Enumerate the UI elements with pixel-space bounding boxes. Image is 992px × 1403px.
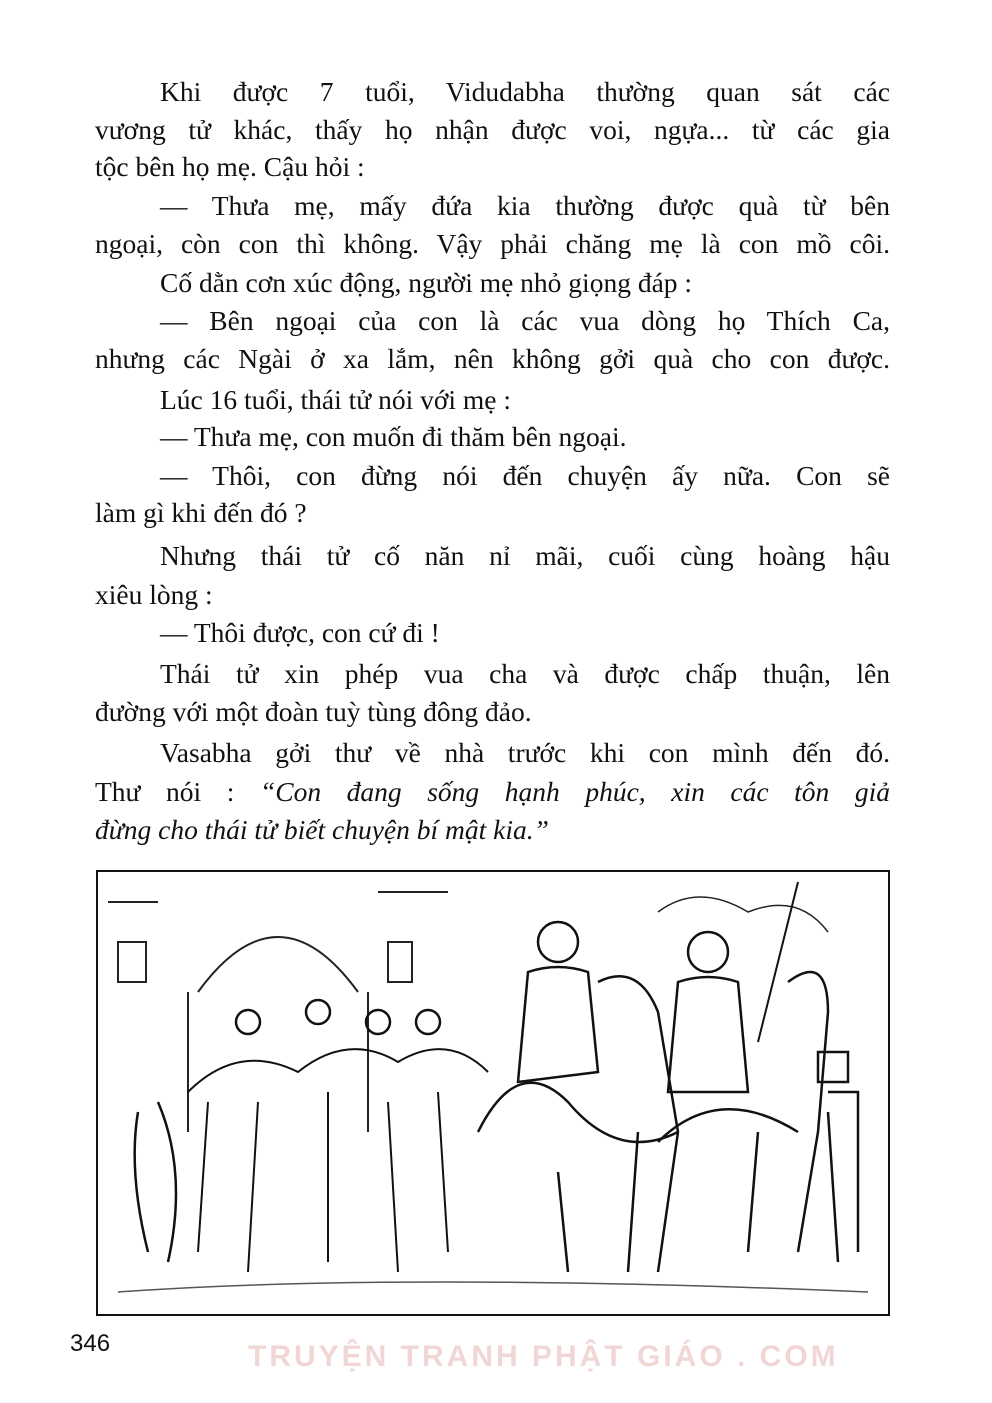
text-line: làm gì khi đến đó ? <box>95 497 307 528</box>
text-line: Thái tử xin phép vua cha và được chấp thuận, lên <box>160 658 890 689</box>
text-line: Cố dằn cơn xúc động, người mẹ nhỏ giọng đáp : <box>160 267 693 298</box>
text-line: — Bên ngoại của con là các vua dòng họ Thích Ca, <box>160 305 890 336</box>
text-line: — Thôi, con đừng nói đến chuyện ấy nữa. Con sẽ <box>160 460 890 491</box>
text-line: ngoại, còn con thì không. Vậy phải chăng mẹ là con mồ côi. <box>95 228 890 259</box>
text-line: — Thôi được, con cứ đi ! <box>160 617 440 648</box>
text-line: Khi được 7 tuổi, Vidudabha thường quan sát các <box>160 76 890 107</box>
italic-quote: “Con đang sống hạnh phúc, xin các tôn giả <box>259 776 890 807</box>
text-line: — Thưa mẹ, con muốn đi thăm bên ngoại. <box>160 421 627 452</box>
text-line: đường với một đoàn tuỳ tùng đông đảo. <box>95 696 532 727</box>
text-line: — Thưa mẹ, mấy đứa kia thường được quà từ bên <box>160 190 890 221</box>
text-line: vương tử khác, thấy họ nhận được voi, ngựa... từ các gia <box>95 114 890 145</box>
watermark: TRUYỆN TRANH PHẬT GIÁO . COM <box>248 1340 839 1373</box>
rider-right <box>658 932 828 1252</box>
text-line: nhưng các Ngài ở xa lắm, nên không gởi quà cho con được. <box>95 343 890 374</box>
text-line: Nhưng thái tử cố năn nỉ mãi, cuối cùng hoàng hậu <box>160 540 890 571</box>
riders-and-horses <box>135 882 858 1272</box>
illustration-drawing <box>98 872 888 1314</box>
rider-left <box>478 922 678 1272</box>
illustration-horsemen-procession <box>96 870 890 1316</box>
text-line: Vasabha gởi thư về nhà trước khi con mình đến đó. <box>160 737 890 768</box>
text-line: xiêu lòng : <box>95 579 213 610</box>
text-line <box>95 775 890 809</box>
text-line: Lúc 16 tuổi, thái tử nói với mẹ : <box>160 384 512 415</box>
text-span: Thư nói : <box>95 776 260 807</box>
text-line: tộc bên họ mẹ. Cậu hỏi : <box>95 151 365 182</box>
city-gate-arch <box>198 937 358 992</box>
text-line: đừng cho thái tử biết chuyện bí mật kia.” <box>95 814 549 845</box>
page-number: 346 <box>70 1330 111 1357</box>
